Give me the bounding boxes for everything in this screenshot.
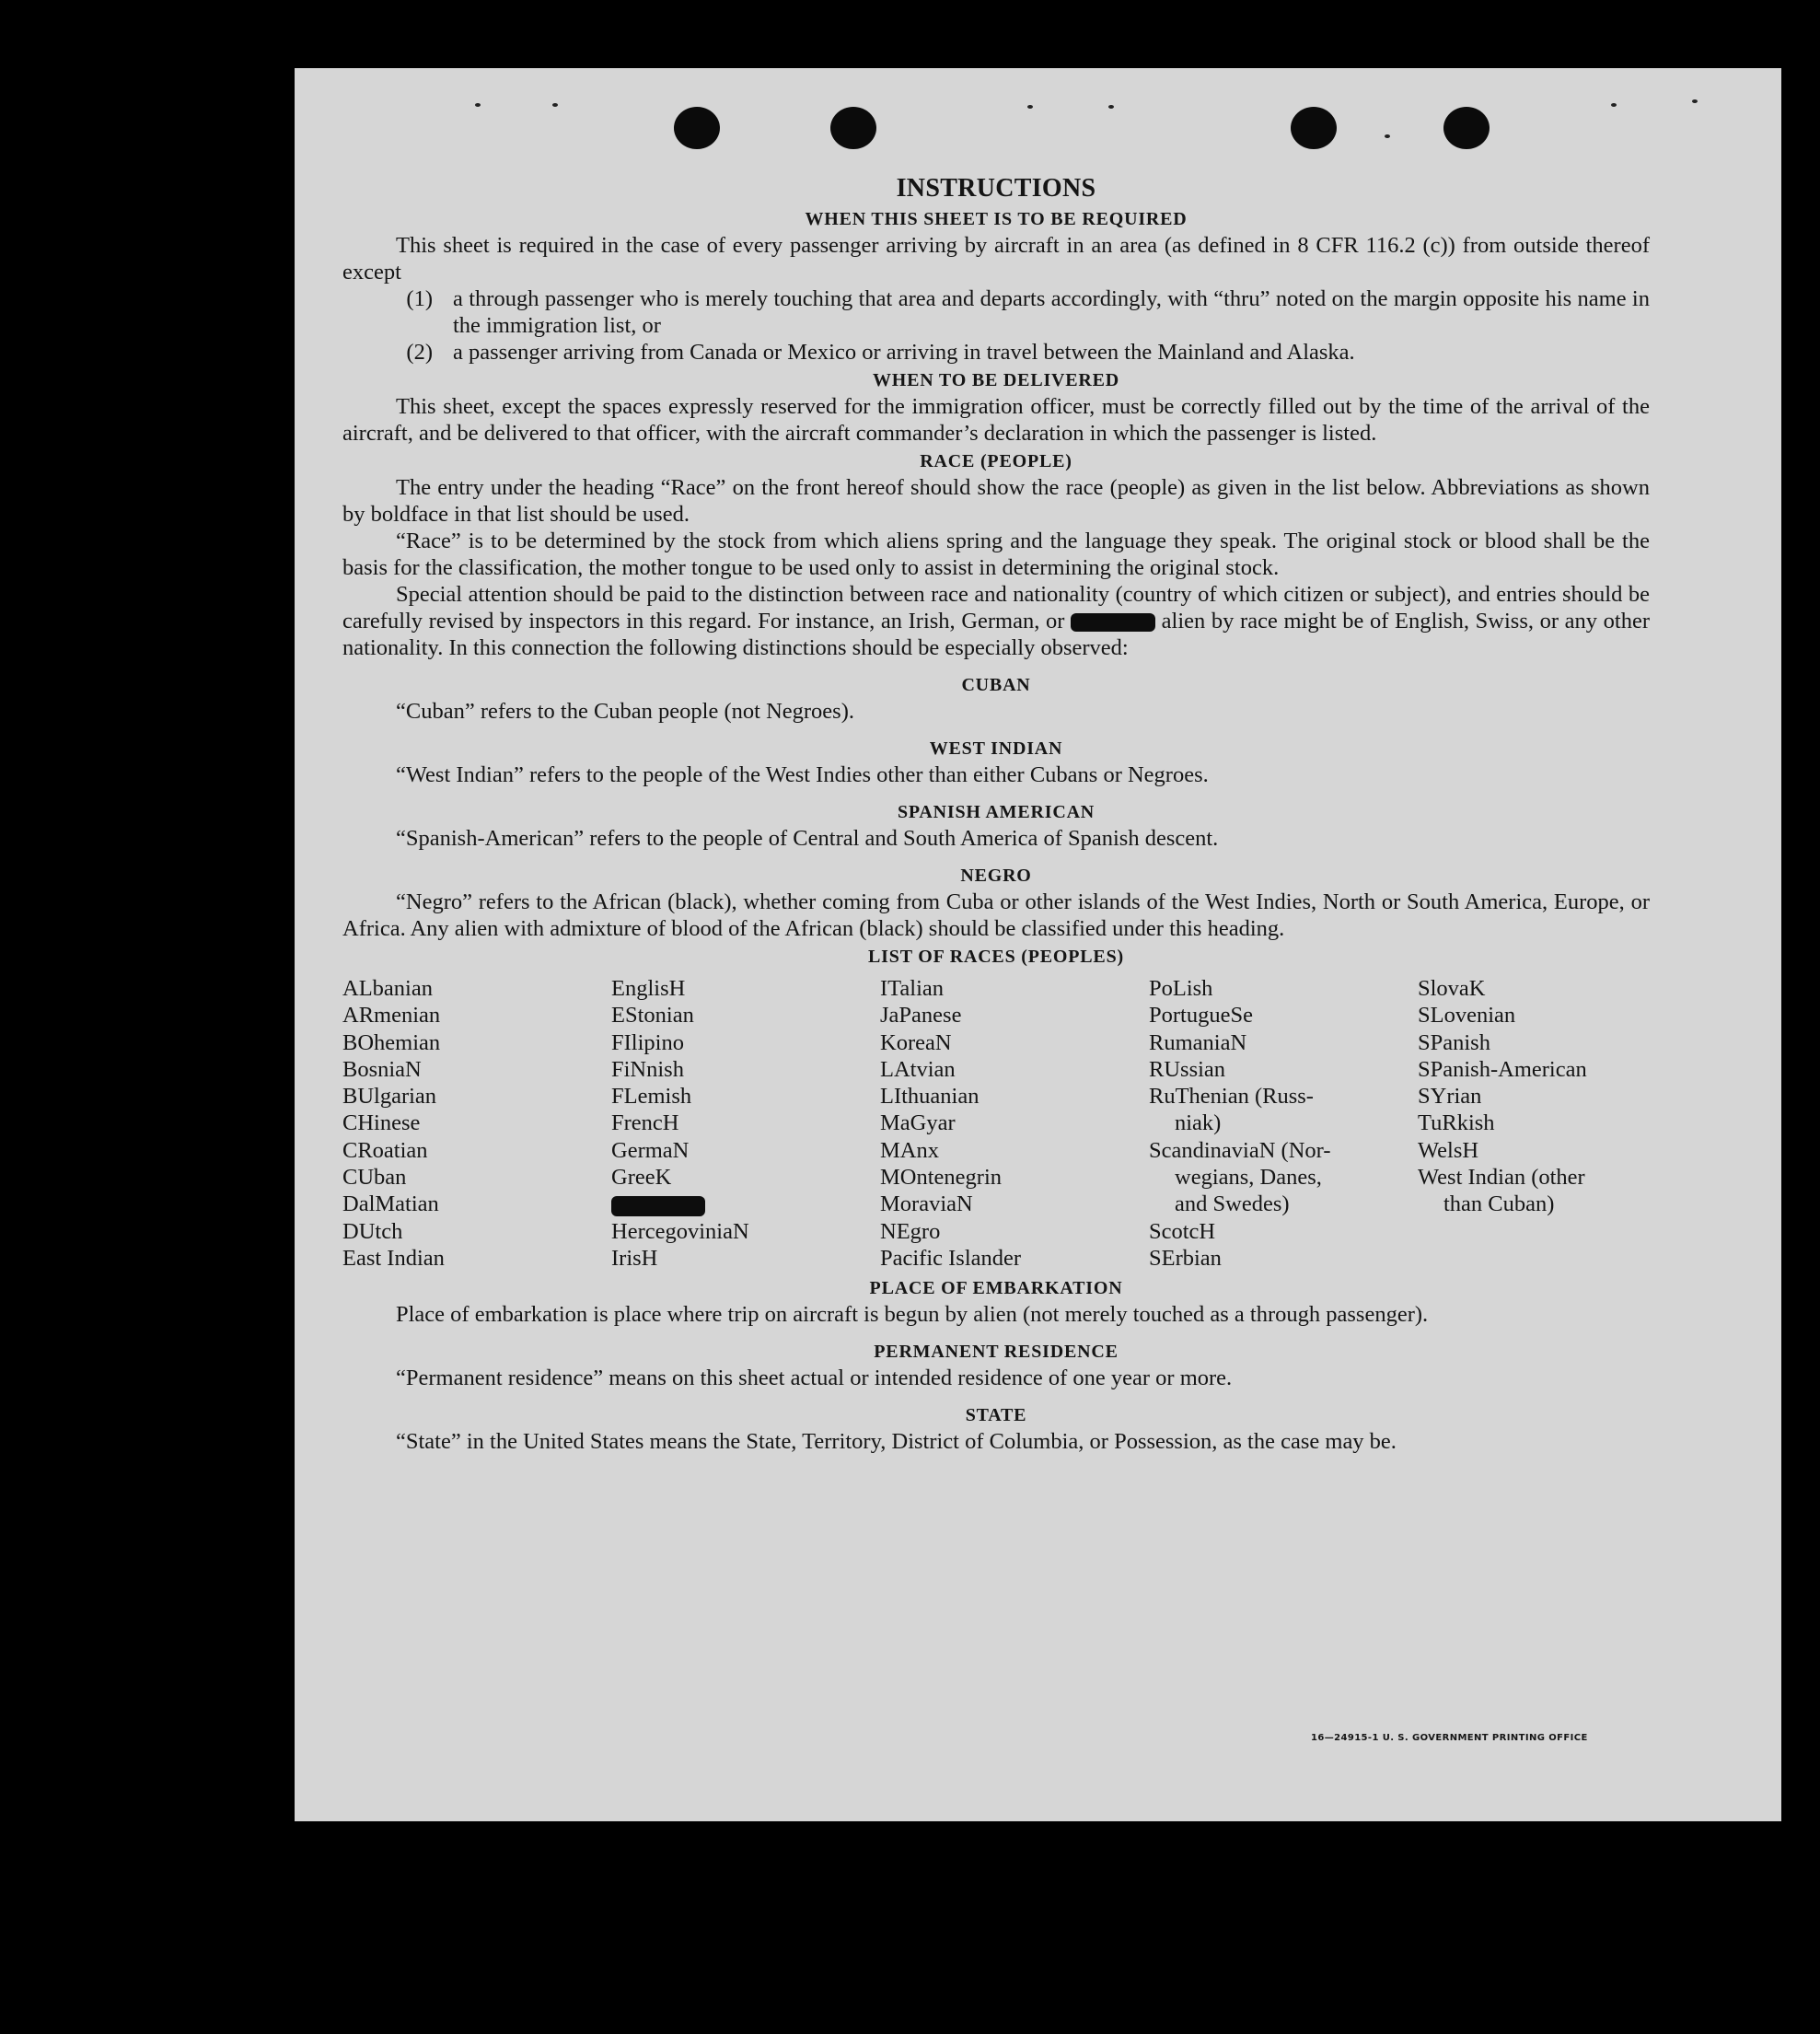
race-entry: PortugueSe (1149, 1003, 1253, 1029)
races-column-3 (880, 975, 1149, 1272)
speck (552, 103, 558, 107)
race-entry: NEgro (880, 1218, 941, 1244)
race-entry: West Indian (other (1418, 1165, 1585, 1191)
race-entry: ALbanian (342, 976, 433, 1001)
race-entry: RUssian (1149, 1056, 1226, 1082)
race-entry-continuation: wegians, Danes, (1175, 1165, 1322, 1191)
race-entry: GreeK (611, 1165, 672, 1191)
punch-hole (1291, 107, 1337, 149)
document-sheet (295, 68, 1781, 1821)
printing-office-imprint: 16—24915-1 U. S. GOVERNMENT PRINTING OFFICE (1311, 1733, 1588, 1743)
when-required-intro: This sheet is required in the case of every passenger arriving by aircraft in an area (as defined in 8 CFR 116.2 (c)) from outside thereof except (342, 233, 1650, 285)
race-entry-continuation: niak) (1175, 1110, 1222, 1136)
race-entry: Pacific Islander (880, 1245, 1022, 1271)
race-entry: SPanish (1418, 1029, 1490, 1055)
race-entry: SlovaK (1418, 976, 1486, 1001)
race-entry: SPanish-American (1418, 1056, 1587, 1082)
speck (475, 103, 481, 107)
races-column-4 (1149, 975, 1418, 1272)
race-entry: BosniaN (342, 1056, 422, 1082)
race-entry: SYrian (1418, 1084, 1482, 1110)
punch-hole (830, 107, 876, 149)
race-paragraph-3 (342, 581, 1650, 661)
race-entry: BUlgarian (342, 1084, 437, 1110)
heading-spanish-american: SPANISH AMERICAN (897, 802, 1095, 822)
heading-permanent-residence: PERMANENT RESIDENCE (874, 1342, 1119, 1363)
race-entry: MoraviaN (880, 1191, 973, 1217)
race-entry: FrencH (611, 1110, 679, 1136)
race-entry: ITalian (880, 976, 945, 1001)
race-entry: LAtvian (880, 1056, 956, 1082)
race-entry: DUtch (342, 1218, 403, 1244)
speck (1108, 105, 1114, 109)
page-title: INSTRUCTIONS (896, 174, 1096, 203)
race-entry-redacted (611, 1191, 880, 1217)
race-entry: East Indian (342, 1245, 445, 1271)
race-entry: FiNnish (611, 1056, 684, 1082)
race-paragraph-2: “Race” is to be determined by the stock from which aliens spring and the language they speak. The original stock or blood shall be the basis for the classification, the mother tongue to be used only to assist in determining the original stock. (342, 529, 1650, 580)
race-entry: FLemish (611, 1084, 692, 1110)
race-entry: LIthuanian (880, 1084, 980, 1110)
races-column-5 (1418, 975, 1687, 1272)
heading-west-indian: WEST INDIAN (929, 738, 1063, 759)
race-entry: GermaN (611, 1137, 690, 1163)
race-entry: FIlipino (611, 1029, 684, 1055)
race-paragraph-3a: Special attention should be paid to the distinction between race and nationality (country of which citizen or subject), and entries should be carefully revised by inspectors in this regard. For instance, an Irish, German, or (342, 582, 1650, 633)
race-entry: ScandinaviaN (Nor- (1149, 1137, 1331, 1163)
speck (1692, 99, 1698, 103)
race-entry: CHinese (342, 1110, 421, 1136)
when-delivered-text: This sheet, except the spaces expressly reserved for the immigration officer, must be correctly filled out by the time of the arrival of the aircraft, and be delivered to that officer, with the aircraft commander’s declaration in which the passenger is listed. (342, 394, 1650, 446)
race-entry: ScotcH (1149, 1218, 1216, 1244)
race-entry: MaGyar (880, 1110, 956, 1136)
race-entry: TuRkish (1418, 1110, 1495, 1136)
race-entry: KoreaN (880, 1029, 952, 1055)
cuban-text: “Cuban” refers to the Cuban people (not Negroes). (396, 699, 854, 724)
race-entry: HercegoviniaN (611, 1218, 749, 1244)
heading-when-required: WHEN THIS SHEET IS TO BE REQUIRED (805, 209, 1188, 229)
exception-text: a through passenger who is merely touching that area and departs accordingly, with “thru” noted on the margin opposite his name in the immigration list, or (453, 286, 1650, 338)
race-entry: BOhemian (342, 1029, 441, 1055)
race-paragraph-1: The entry under the heading “Race” on the front hereof should show the race (people) as given in the list below. Abbreviations as shown by boldface in that list should be used. (342, 475, 1650, 527)
speck (1027, 105, 1033, 109)
race-paragraph-3b: alien by race might be of English, Swiss, or any other nationality. In this connection the following distinctions should be especially observed: (342, 609, 1651, 660)
races-list (342, 975, 1650, 1272)
heading-embarkation: PLACE OF EMBARKATION (869, 1278, 1123, 1299)
race-entry: ARmenian (342, 1003, 441, 1029)
race-entry: MAnx (880, 1137, 939, 1163)
heading-cuban: CUBAN (961, 675, 1031, 695)
embarkation-text: Place of embarkation is place where trip on aircraft is begun by alien (not merely touched as a through passenger). (396, 1302, 1429, 1328)
redaction-mark (611, 1196, 705, 1216)
race-entry: CRoatian (342, 1137, 428, 1163)
heading-negro: NEGRO (960, 866, 1032, 886)
spanish-american-text: “Spanish-American” refers to the people of Central and South America of Spanish descent. (396, 826, 1219, 851)
instructions-content (342, 173, 1650, 1455)
state-text: “State” in the United States means the State, Territory, District of Columbia, or Possession, as the case may be. (396, 1429, 1397, 1455)
speck (1611, 103, 1617, 107)
race-entry-continuation: and Swedes) (1175, 1191, 1290, 1217)
exception-item (342, 339, 1650, 366)
race-entry: IrisH (611, 1245, 658, 1271)
heading-list-of-races: LIST OF RACES (PEOPLES) (868, 947, 1124, 967)
punch-hole (674, 107, 720, 149)
race-entry: RuThenian (Russ- (1149, 1084, 1314, 1110)
race-entry: DalMatian (342, 1191, 439, 1217)
exception-number: (1) (406, 286, 433, 311)
race-entry: WelsH (1418, 1137, 1479, 1163)
west-indian-text: “West Indian” refers to the people of the West Indies other than either Cubans or Negroes. (396, 762, 1209, 787)
heading-state: STATE (965, 1405, 1027, 1426)
races-column-1 (342, 975, 611, 1272)
punch-hole (1443, 107, 1490, 149)
race-entry: RumaniaN (1149, 1029, 1247, 1055)
race-entry: SLovenian (1418, 1003, 1516, 1029)
race-entry: EnglisH (611, 976, 686, 1001)
heading-race: RACE (PEOPLE) (920, 451, 1072, 471)
heading-when-delivered: WHEN TO BE DELIVERED (872, 370, 1120, 390)
race-entry: JaPanese (880, 1003, 962, 1029)
speck (1385, 134, 1390, 138)
exception-item (342, 285, 1650, 339)
race-entry: CUban (342, 1165, 407, 1191)
race-entry: PoLish (1149, 976, 1213, 1001)
exception-text: a passenger arriving from Canada or Mexico or arriving in travel between the Mainland and Alaska. (453, 340, 1355, 365)
residence-text: “Permanent residence” means on this sheet actual or intended residence of one year or more. (396, 1366, 1233, 1391)
redaction-mark (1071, 613, 1155, 632)
race-entry-continuation: than Cuban) (1443, 1191, 1555, 1217)
race-entry: MOntenegrin (880, 1165, 1002, 1191)
race-entry: SErbian (1149, 1245, 1222, 1271)
exception-number: (2) (406, 340, 433, 365)
race-entry: EStonian (611, 1003, 694, 1029)
races-column-2 (611, 975, 880, 1272)
negro-text: “Negro” refers to the African (black), whether coming from Cuba or other islands of the West Indies, North or South America, Europe, or Africa. Any alien with admixture of blood of the African (black) should be classified under this heading. (342, 889, 1650, 941)
